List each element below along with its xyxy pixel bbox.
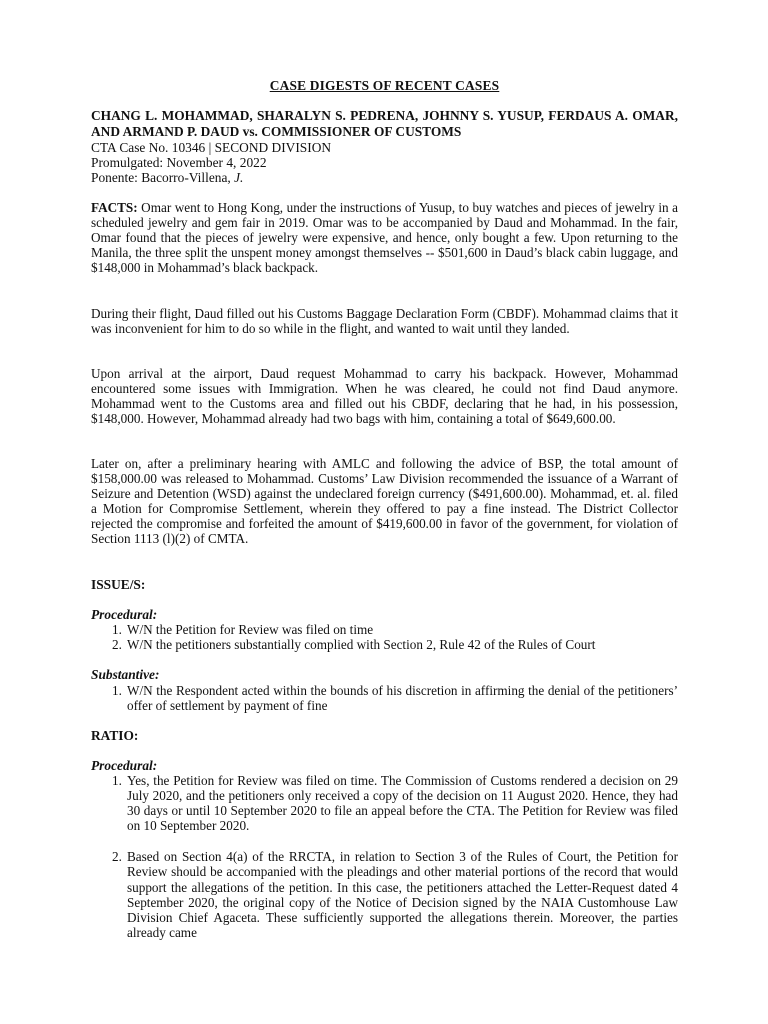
- ratio-heading: RATIO:: [91, 728, 139, 743]
- facts-paragraph-1: [91, 200, 678, 275]
- facts-paragraph-4: Later on, after a preliminary hearing with AMLC and following the advice of BSP, the total amount of $158,000.00 was released to Mohammad. Customs’ Law Division recommended the issuance of a Warrant of Seizure and Detention (WSD) against the undeclared foreign currency ($491,600.00). Mohammad, et. al. filed a Motion for Compromise Settlement, wherein they offered to pay a fine instead. The District Collector rejected the compromise and forfeited the amount of $419,600.00 in favor of the government, for violation of Section 1113 (l)(2) of CMTA.: [91, 456, 678, 547]
- facts-label: FACTS:: [91, 200, 138, 215]
- facts-text-1: Omar went to Hong Kong, under the instructions of Yusup, to buy watches and pieces of jewelry in a scheduled jewelry and gem fair in 2019. Omar was to be accompanied by Daud and Mohammad. In the fair, Omar found that the pieces of jewelry were expensive, and hence, only bought a few. Upon returning to the Manila, the three split the unspent money amongst themselves -- $501,600 in Daud’s black cabin luggage, and $148,000 in Mohammad’s black backpack.: [91, 200, 678, 276]
- case-number: CTA Case No. 10346 | SECOND DIVISION: [91, 140, 332, 155]
- list-number: 1.: [112, 683, 122, 698]
- issues-procedural-heading: Procedural:: [91, 607, 158, 622]
- facts-paragraph-3: Upon arrival at the airport, Daud request Mohammad to carry his backpack. However, Mohammad encountered some issues with Immigration. When he was cleared, he could not find Daud anymore. Mohammad went to the Customs area and filled out his CBDF, declaring that he had, in his possession, $148,000. However, Mohammad already had two bags with him, containing a total of $649,600.00.: [91, 366, 678, 427]
- issues-procedural-list: [91, 622, 678, 652]
- list-number: 1.: [112, 773, 122, 788]
- list-item: [91, 637, 678, 652]
- issues-substantive-list: [91, 683, 678, 713]
- list-text: W/N the petitioners substantially complied with Section 2, Rule 42 of the Rules of Court: [127, 637, 596, 653]
- ponente-label: Ponente: Bacorro-Villena,: [91, 170, 235, 185]
- list-item: [91, 683, 678, 713]
- ponente: [91, 170, 678, 186]
- list-number: 2.: [112, 637, 122, 653]
- facts-paragraph-2: During their flight, Daud filled out his Customs Baggage Declaration Form (CBDF). Mohammad claims that it was inconvenient for him to do so while in the flight, and wanted to wait until they landed.: [91, 306, 678, 337]
- list-text: Yes, the Petition for Review was filed on time. The Commission of Customs rendered a decision on 29 July 2020, and the petitioners only received a copy of the decision on 11 August 2020. Hence, they had 30 days or until 10 September 2020 to file an appeal before the CTA. The Petition for Review was filed on 10 September 2020.: [127, 773, 678, 834]
- list-number: 1.: [112, 622, 122, 637]
- list-number: 2.: [112, 849, 122, 865]
- issues-substantive-heading: Substantive:: [91, 667, 160, 682]
- list-item: [91, 622, 678, 637]
- document-title: CASE DIGESTS OF RECENT CASES: [269, 78, 500, 93]
- promulgation-date: Promulgated: November 4, 2022: [91, 155, 267, 170]
- ponente-suffix: J.: [234, 170, 244, 185]
- list-text: W/N the Petition for Review was filed on time: [127, 622, 374, 637]
- list-item: [91, 773, 678, 833]
- case-title: CHANG L. MOHAMMAD, SHARALYN S. PEDRENA, JOHNNY S. YUSUP, FERDAUS A. OMAR, AND ARMAND P. DAUD vs. COMMISSIONER OF CUSTOMS: [91, 108, 678, 139]
- list-text: Based on Section 4(a) of the RRCTA, in relation to Section 3 of the Rules of Court, the Petition for Review should be accompanied with the pleadings and other material portions of the record that would support the allegations of the petition. In this case, the petitioners attached the Letter-Request dated 4 September 2020, the original copy of the Notice of Decision signed by the NAIA Customhouse Law Division Chief Agaceta. These sufficiently supported the allegations therein. Moreover, the parties already came: [127, 849, 678, 940]
- ratio-procedural-heading: Procedural:: [91, 758, 158, 773]
- issues-heading: ISSUE/S:: [91, 577, 146, 592]
- list-item: [91, 849, 678, 940]
- list-text: W/N the Respondent acted within the bounds of his discretion in affirming the denial of the petitioners’ offer of settlement by payment of fine: [127, 683, 678, 714]
- ratio-procedural-list: [91, 773, 678, 940]
